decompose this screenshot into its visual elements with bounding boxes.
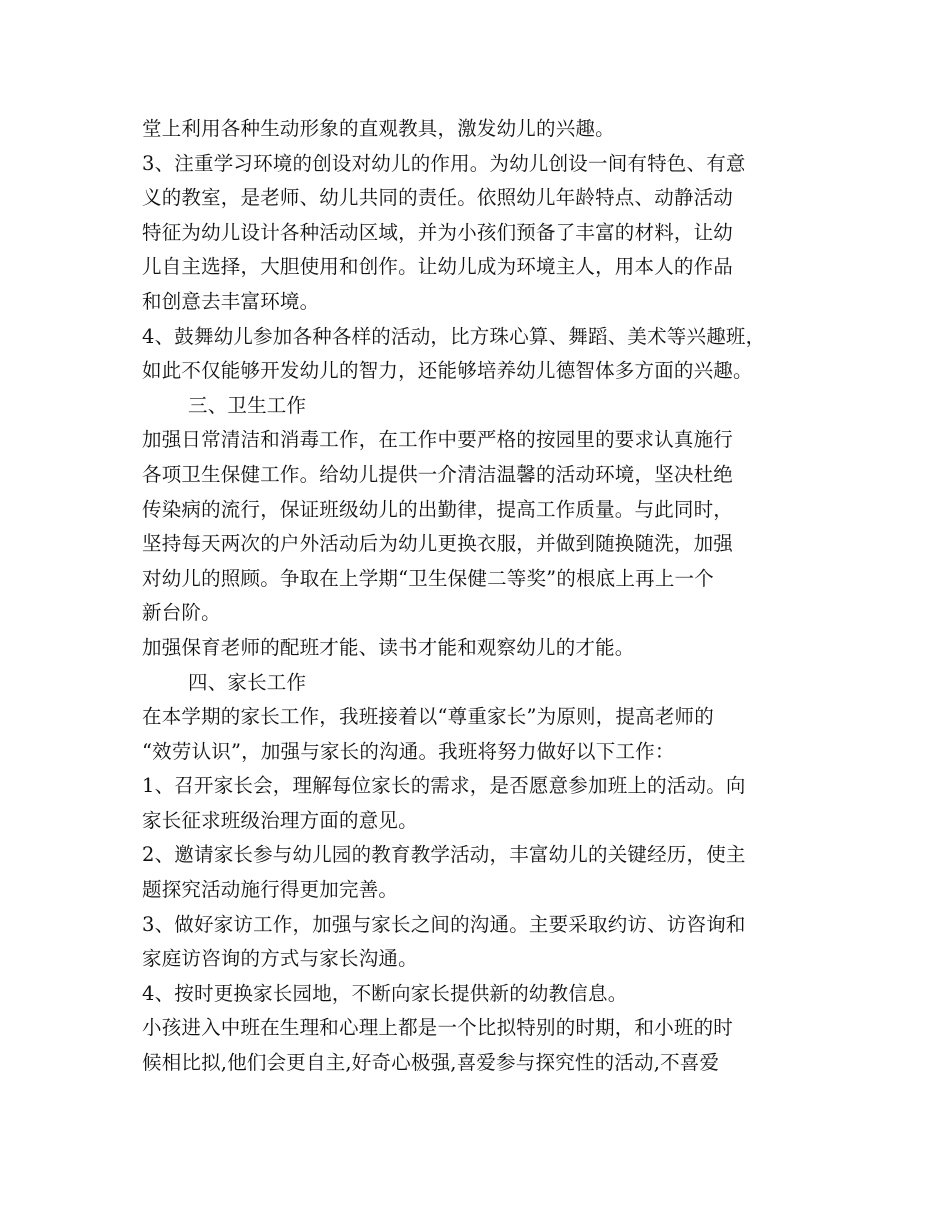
text-line: 儿自主选择，大胆使用和创作。让幼儿成为环境主人，用本人的作品 <box>142 255 734 279</box>
text-line: 和创意去丰富环境。 <box>142 289 320 313</box>
section-heading: 三、卫生工作 <box>188 393 307 417</box>
text-line: 3、做好家访工作，加强与家长之间的沟通。主要采取约访、访咨询和 <box>142 912 746 936</box>
text-line: 义的教室，是老师、幼儿共同的责任。依照幼儿年龄特点、动静活动 <box>142 186 734 210</box>
section-heading: 四、家长工作 <box>188 670 307 694</box>
text-line: 1、召开家长会，理解每位家长的需求，是否愿意参加班上的活动。向 <box>142 774 746 798</box>
text-line: 加强日常清洁和消毒工作，在工作中要严格的按园里的要求认真施行 <box>142 428 734 452</box>
text-line: 对幼儿的照顾。争取在上学期“卫生保健二等奖”的根底上再上一个 <box>142 566 714 590</box>
text-line: 4、鼓舞幼儿参加各种各样的活动，比方珠心算、舞蹈、美术等兴趣班， <box>142 324 766 348</box>
text-line: 如此不仅能够开发幼儿的智力，还能够培养幼儿德智体多方面的兴趣。 <box>142 359 753 383</box>
text-line: 坚持每天两次的户外活动后为幼儿更换衣服，并做到随换随洗，加强 <box>142 532 734 556</box>
text-line: 堂上利用各种生动形象的直观教具，激发幼儿的兴趣。 <box>142 117 615 140</box>
text-line: 传染病的流行，保证班级幼儿的出勤律，提高工作质量。与此同时， <box>142 497 734 521</box>
text-line: 题探究活动施行得更加完善。 <box>142 878 399 902</box>
text-line: 家庭访咨询的方式与家长沟通。 <box>142 947 418 971</box>
text-line: 家长征求班级治理方面的意见。 <box>142 808 418 832</box>
text-line: 加强保育老师的配班才能、读书才能和观察幼儿的才能。 <box>142 635 635 659</box>
text-line: 特征为幼儿设计各种活动区域，并为小孩们预备了丰富的材料，让幼 <box>142 220 734 244</box>
text-line: 在本学期的家长工作，我班接着以“尊重家长”为原则，提高老师的 <box>142 705 714 729</box>
document-body <box>142 112 832 1081</box>
text-line: 小孩进入中班在生理和心理上都是一个比拟特别的时期，和小班的时 <box>142 1016 734 1040</box>
text-line: “效劳认识”，加强与家长的沟通。我班将努力做好以下工作： <box>142 739 675 763</box>
text-line: 4、按时更换家长园地，不断向家长提供新的幼教信息。 <box>142 981 628 1005</box>
text-line: 新台阶。 <box>142 601 221 625</box>
text-line: 候相比拟,他们会更自主,好奇心极强,喜爱参与探究性的活动,不喜爱 <box>142 1051 720 1075</box>
text-line: 2、邀请家长参与幼儿园的教育教学活动，丰富幼儿的关键经历，使主 <box>142 843 746 867</box>
text-line: 3、注重学习环境的创设对幼儿的作用。为幼儿创设一间有特色、有意 <box>142 151 746 175</box>
text-line: 各项卫生保健工作。给幼儿提供一介清洁温馨的活动环境，坚决杜绝 <box>142 462 734 486</box>
